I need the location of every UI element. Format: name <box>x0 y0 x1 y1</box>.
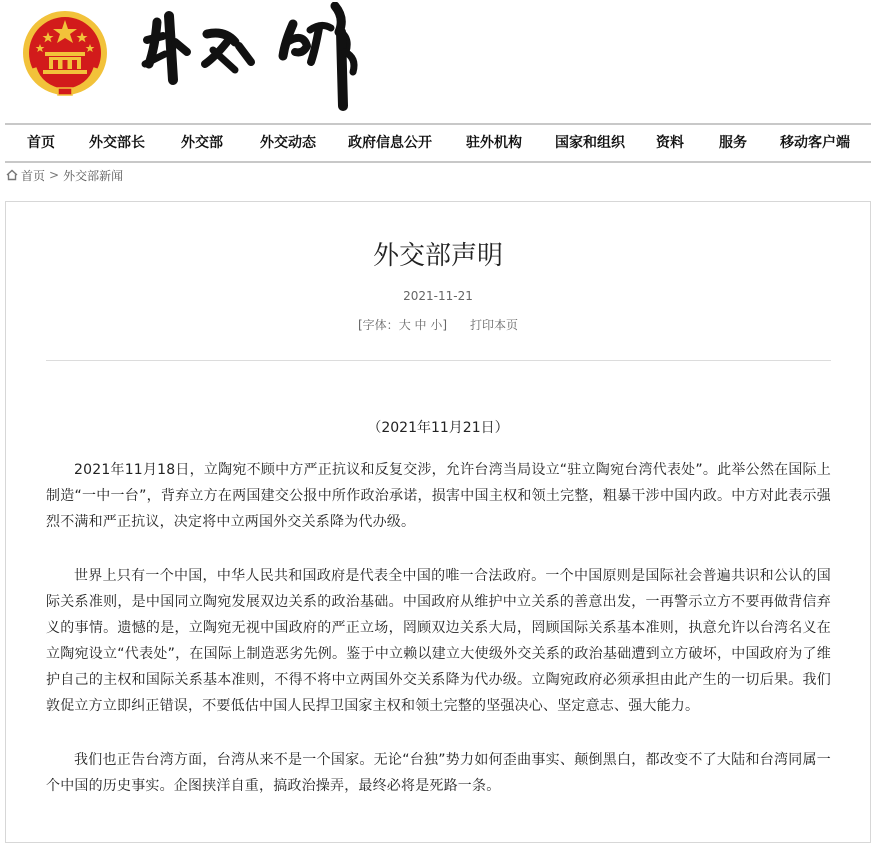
font-size-close: ] <box>442 318 448 332</box>
nav-item-ministry[interactable]: 外交部 <box>181 135 223 151</box>
article-divider <box>46 360 831 361</box>
breadcrumb-separator: > <box>49 168 60 182</box>
breadcrumb <box>6 166 123 184</box>
nav-item-home[interactable]: 首页 <box>27 135 55 151</box>
font-size-small-button[interactable]: 小 <box>430 318 443 332</box>
article-tools <box>6 316 870 333</box>
breadcrumb-current-link[interactable]: 外交部新闻 <box>63 168 124 183</box>
main-nav <box>5 123 871 163</box>
article-title: 外交部声明 <box>372 241 503 271</box>
article-paragraph-2: 世界上只有一个中国，中华人民共和国政府是代表全中国的唯一合法政府。一个中国原则是国际社会普遍共识和公认的国际关系准则，是中国同立陶宛发展双边关系的政治基础。中国政府从维护中立关系的善意出发，一再警示立方不要再做背信弃义的事情。遗憾的是，立陶宛无视中国政府的严正立场，罔顾双边关系大局，罔顾国际关系基本准则，执意允许以台湾名义在立陶宛设立“代表处”，在国际上制造恶劣先例。鉴于中立赖以建立大使级外交关系的政治基础遭到立方破坏，中国政府为了维护自己的主权和国际关系基本准则，不得不将中立两国外交关系降为代办级。立陶宛政府必须承担由此产生的一切后果。我们敦促立方立即纠正错误，不要低估中国人民捍卫国家主权和领土完整的坚强决心、坚定意志、强大能力。 <box>46 568 831 714</box>
nav-item-gov-info[interactable]: 政府信息公开 <box>348 135 432 151</box>
nav-item-mobile-client[interactable]: 移动客户端 <box>780 135 850 151</box>
site-header <box>0 0 876 118</box>
nav-item-missions-abroad[interactable]: 驻外机构 <box>466 135 522 151</box>
nav-item-services[interactable]: 服务 <box>719 135 747 151</box>
breadcrumb-home-link[interactable]: 首页 <box>21 168 46 183</box>
national-emblem-icon[interactable] <box>20 8 110 98</box>
font-size-medium-button[interactable]: 中 <box>414 318 427 332</box>
nav-item-diplomatic-news[interactable]: 外交动态 <box>260 135 316 151</box>
nav-item-resources[interactable]: 资料 <box>656 135 684 151</box>
nav-item-countries-orgs[interactable]: 国家和组织 <box>555 135 625 151</box>
article-date: 2021-11-21 <box>403 289 473 303</box>
article-panel <box>5 201 871 843</box>
article-paragraph-1: 2021年11月18日，立陶宛不顾中方严正抗议和反复交涉，允许台湾当局设立“驻立陶宛台湾代表处”。此举公然在国际上制造“一中一台”，背弃立方在两国建交公报中所作政治承诺，损害中国主权和领土完整，粗暴干涉中国内政。中方对此表示强烈不满和严正抗议，决定将中立两国外交关系降为代办级。 <box>46 462 831 530</box>
statement-date: （2021年11月21日） <box>367 420 509 436</box>
nav-item-foreign-minister[interactable]: 外交部长 <box>89 135 145 151</box>
font-size-label: [字体： <box>358 318 399 332</box>
font-size-large-button[interactable]: 大 <box>398 318 411 332</box>
print-page-link[interactable]: 打印本页 <box>469 318 518 332</box>
home-icon <box>6 169 18 181</box>
ministry-logo-calligraphy[interactable] <box>135 2 375 112</box>
article-paragraph-3: 我们也正告台湾方面，台湾从来不是一个国家。无论“台独”势力如何歪曲事实、颠倒黑白，都改变不了大陆和台湾同属一个中国的历史事实。企图挟洋自重，搞政治操弄，最终必将是死路一条。 <box>46 752 831 794</box>
